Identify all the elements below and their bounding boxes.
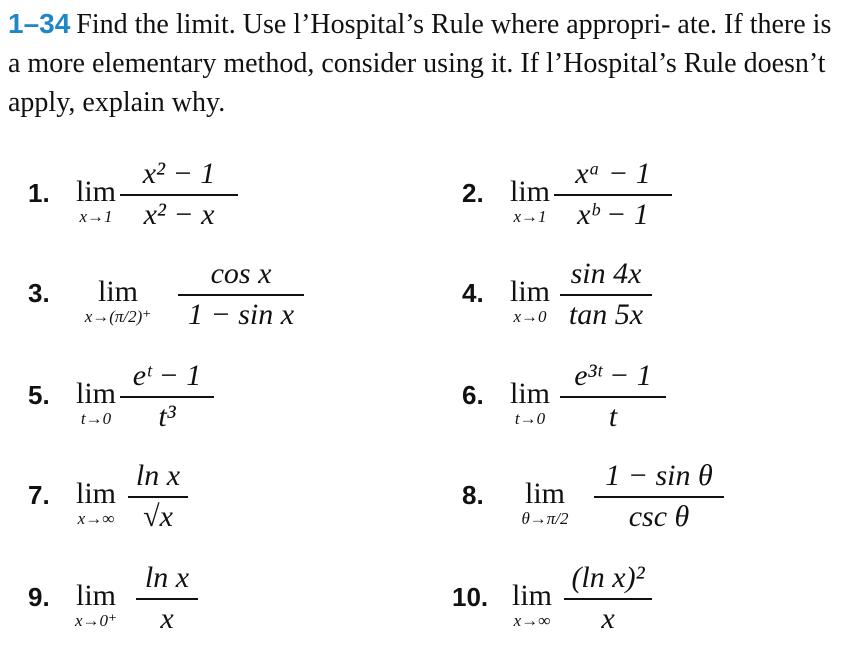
limit-fraction [120,358,214,435]
exercise-header [8,4,838,122]
limit-fraction [560,256,652,333]
problem-6 [462,354,682,444]
limit-subscript: t→0 [80,409,112,428]
fraction-bar [120,396,214,398]
problem-1 [28,152,248,242]
fraction-bar [136,598,198,600]
problem-number: 5. [28,380,50,410]
problem-number: 2. [462,178,484,208]
problem-number: 3. [28,278,50,308]
fraction-bar [564,598,652,600]
fraction-bar [120,194,238,196]
limit-operator [502,580,562,630]
exercise-instructions: Find the limit. Use l’Hospital’s Rule where appropri- ate. If there is a more elementary method, consider using it. If l’Hospital’s Rule doesn’t apply, explain why. [8,9,832,118]
problem-3 [28,252,328,342]
problem-9 [28,556,248,646]
fraction-denominator: √x [143,499,173,533]
problem-number: 9. [28,582,50,612]
fraction-numerator: e³ᵗ − 1 [574,359,652,392]
fraction-numerator: 1 − sin θ [605,459,713,492]
fraction-bar [560,294,652,296]
limit-subscript: x→0⁺ [74,611,118,630]
fraction-denominator: csc θ [628,499,690,533]
limit-fraction [564,560,652,637]
limit-fraction [178,256,304,333]
fraction-denominator: x [601,601,615,635]
fraction-numerator: ln x [135,459,181,492]
lim-word: lim [509,175,550,208]
fraction-denominator: t [608,399,618,433]
fraction-denominator: x² − x [143,197,215,231]
lim-word: lim [511,579,552,612]
problem-10 [452,556,692,646]
problem-number: 4. [462,278,484,308]
problem-number: 10. [452,582,489,612]
limit-fraction [594,458,724,535]
fraction-bar [560,396,666,398]
limit-subscript: t→0 [514,409,546,428]
fraction-numerator: xᵃ − 1 [575,157,651,190]
limit-fraction [128,458,188,535]
limit-subscript: x→(π/2)⁺ [84,307,152,326]
limit-subscript: x→0 [513,307,547,326]
lim-word: lim [75,477,116,510]
fraction-denominator: xᵇ − 1 [577,197,649,231]
limit-subscript: θ→π/2 [521,509,569,528]
problem-number: 8. [462,480,484,510]
lim-word: lim [75,579,116,612]
limit-operator [500,176,560,226]
lim-word: lim [75,175,116,208]
problem-7 [28,454,248,544]
fraction-numerator: sin 4x [570,257,642,290]
fraction-bar [594,496,724,498]
fraction-numerator: cos x [210,257,272,290]
problem-4 [462,252,682,342]
problem-2 [462,152,682,242]
limit-operator [58,276,178,326]
limit-fraction [560,358,666,435]
fraction-numerator: eᵗ − 1 [132,359,202,392]
limit-subscript: x→∞ [77,509,115,528]
limit-fraction [136,560,198,637]
fraction-numerator: ln x [144,561,190,594]
fraction-bar [178,294,304,296]
problem-number: 1. [28,178,50,208]
lim-word: lim [509,275,550,308]
limit-subscript: x→1 [513,207,547,226]
problem-number: 6. [462,380,484,410]
limit-operator [66,478,126,528]
fraction-bar [128,496,188,498]
problem-5 [28,354,248,444]
lim-word: lim [97,275,138,308]
limit-subscript: x→∞ [513,611,551,630]
limit-operator [66,176,126,226]
fraction-denominator: tan 5x [568,297,644,331]
limit-operator [64,580,128,630]
lim-word: lim [509,377,550,410]
fraction-numerator: x² − 1 [142,157,216,190]
limit-operator [500,276,560,326]
lim-word: lim [75,377,116,410]
problem-number: 7. [28,480,50,510]
limit-fraction [120,156,238,233]
limit-operator [500,378,560,428]
fraction-denominator: x [160,601,174,635]
fraction-bar [554,194,672,196]
problem-8 [462,454,742,544]
exercise-range: 1–34 [8,8,71,39]
limit-operator [500,478,590,528]
fraction-denominator: t³ [158,399,176,433]
fraction-numerator: (ln x)² [571,561,645,594]
lim-word: lim [524,477,565,510]
limit-fraction [554,156,672,233]
fraction-denominator: 1 − sin x [187,297,295,331]
limit-operator [66,378,126,428]
limit-subscript: x→1 [79,207,113,226]
